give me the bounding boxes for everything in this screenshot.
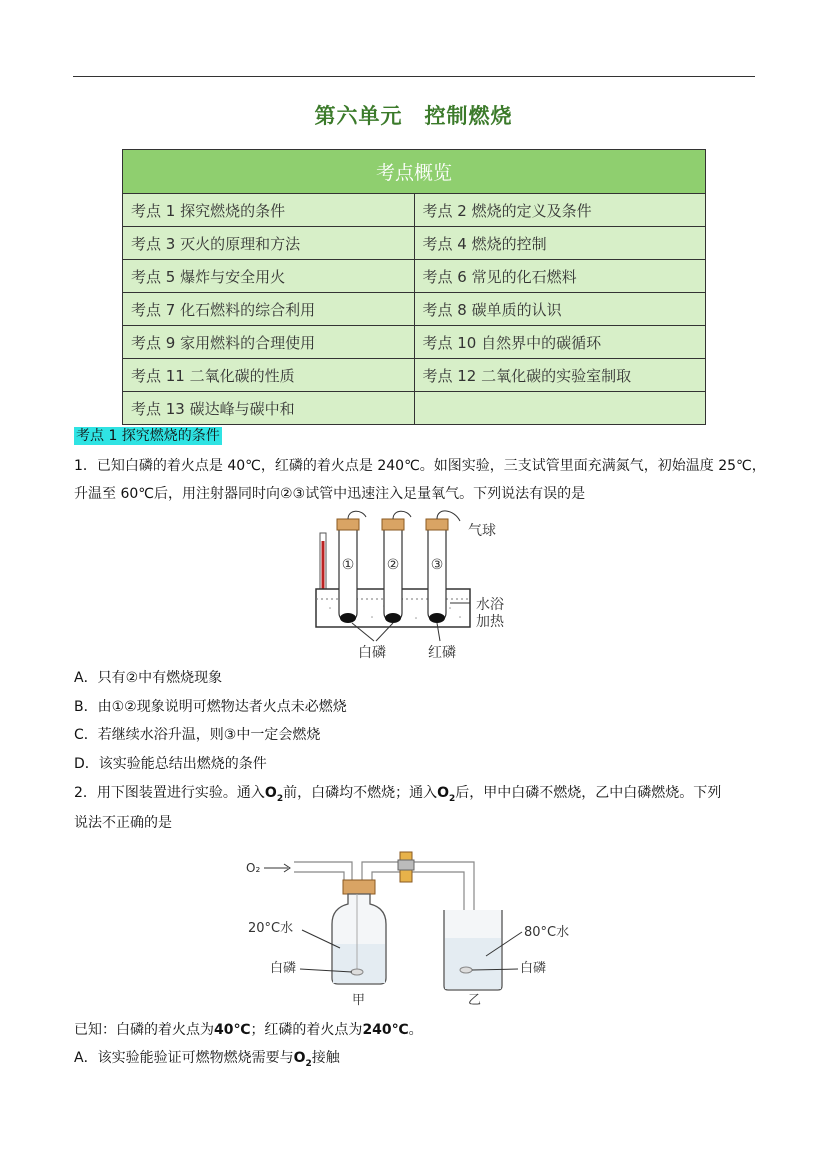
q2-stem-line1: 2．用下图装置进行实验。通入$O_2$前，白磷均不燃烧；通入$O_2$后，甲中白磷不燃烧，乙中白磷燃烧。下列 bbox=[74, 785, 722, 804]
table-row bbox=[123, 359, 706, 392]
table-row bbox=[123, 326, 706, 359]
white-p-label: 白磷 bbox=[358, 645, 386, 661]
page-title: 第六单元 控制燃烧 bbox=[314, 103, 513, 128]
table-cell: 考点 7 化石燃料的综合利用 bbox=[123, 293, 415, 326]
water20-label: 20°C水 bbox=[248, 921, 294, 936]
table-cell: 考点 13 碳达峰与碳中和 bbox=[123, 392, 415, 425]
overview-table bbox=[122, 149, 706, 425]
q2-stem-line2: 说法不正确的是 bbox=[74, 815, 172, 831]
table-row bbox=[123, 227, 706, 260]
tube1-label: ① bbox=[341, 557, 355, 573]
q1-option-d: D．该实验能总结出燃烧的条件 bbox=[74, 756, 267, 772]
q2-option-a: A．该实验能验证可燃物燃烧需要与$O_2$接触 bbox=[74, 1050, 340, 1069]
jia-label: 甲 bbox=[352, 993, 366, 1008]
table-row bbox=[123, 392, 706, 425]
tube2-label: ② bbox=[386, 557, 400, 573]
q1-figure bbox=[300, 505, 520, 663]
table-cell: 考点 5 爆炸与安全用火 bbox=[123, 260, 415, 293]
water80-label: 80°C水 bbox=[524, 925, 570, 940]
table-row bbox=[123, 260, 706, 293]
q1-stem-line2: 升温至 60℃后，用注射器同时向②③试管中迅速注入足量氧气。下列说法有误的是 bbox=[74, 486, 586, 502]
overview-header: 考点概览 bbox=[123, 150, 706, 194]
section-label: 考点 1 探究燃烧的条件 bbox=[76, 428, 220, 444]
table-row bbox=[123, 194, 706, 227]
table-cell: 考点 11 二氧化碳的性质 bbox=[123, 359, 415, 392]
top-rule bbox=[73, 76, 755, 77]
table-row bbox=[123, 293, 706, 326]
table-cell: 考点 12 二氧化碳的实验室制取 bbox=[414, 359, 706, 392]
table-cell bbox=[414, 392, 706, 425]
yi-label: 乙 bbox=[468, 993, 482, 1008]
red-phosphorus bbox=[429, 613, 445, 623]
o2-label: O₂ bbox=[246, 861, 261, 875]
red-p-label: 红磷 bbox=[428, 645, 456, 661]
table-cell: 考点 4 燃烧的控制 bbox=[414, 227, 706, 260]
q2-figure bbox=[240, 838, 590, 1010]
bath-label-1: 水浴 bbox=[476, 597, 504, 613]
white-p-left-label: 白磷 bbox=[270, 961, 297, 976]
bath-label-2: 加热 bbox=[476, 614, 504, 630]
q1-stem-line1: 1．已知白磷的着火点是 40℃，红磷的着火点是 240℃。如图实验，三支试管里面充满氮气，初始温度 25℃， bbox=[74, 458, 766, 474]
tube3-label: ③ bbox=[430, 557, 444, 573]
table-cell: 考点 8 碳单质的认识 bbox=[414, 293, 706, 326]
table-cell: 考点 10 自然界中的碳循环 bbox=[414, 326, 706, 359]
q1-option-c: C．若继续水浴升温，则③中一定会燃烧 bbox=[74, 727, 321, 743]
white-p-right-label: 白磷 bbox=[520, 961, 547, 976]
q1-option-a: A．只有②中有燃烧现象 bbox=[74, 670, 223, 686]
table-cell: 考点 2 燃烧的定义及条件 bbox=[414, 194, 706, 227]
white-phosphorus-1 bbox=[340, 613, 356, 623]
q2-known: 已知：白磷的着火点为40℃；红磷的着火点为240℃。 bbox=[74, 1022, 423, 1038]
table-cell: 考点 3 灭火的原理和方法 bbox=[123, 227, 415, 260]
q1-option-b: B．由①②现象说明可燃物达者火点未必燃烧 bbox=[74, 699, 347, 715]
table-cell: 考点 6 常见的化石燃料 bbox=[414, 260, 706, 293]
white-phosphorus-2 bbox=[385, 613, 401, 623]
balloon-label: 气球 bbox=[468, 523, 496, 539]
table-cell: 考点 9 家用燃料的合理使用 bbox=[123, 326, 415, 359]
table-cell: 考点 1 探究燃烧的条件 bbox=[123, 194, 415, 227]
